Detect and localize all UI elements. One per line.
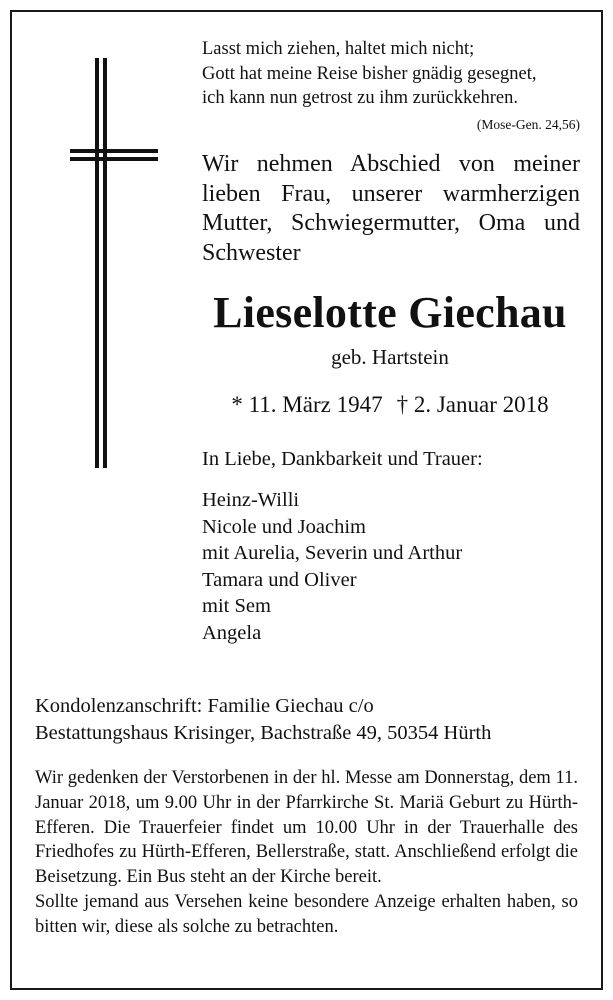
list-item: mit Aurelia, Severin und Arthur xyxy=(202,542,463,564)
bible-quote xyxy=(202,37,586,111)
life-dates xyxy=(190,392,590,418)
condolence-address xyxy=(35,693,595,747)
survivors-list xyxy=(202,487,582,646)
mourning-line: In Liebe, Dankbarkeit und Trauer: xyxy=(202,448,483,470)
cross-icon xyxy=(70,58,158,468)
quote-line: Lasst mich ziehen, haltet mich nicht; xyxy=(202,39,475,59)
quote-source: (Mose-Gen. 24,56) xyxy=(476,117,580,132)
service-paragraph: Sollte jemand aus Versehen keine besondere Anzeige erhalten haben, so bitten wir, diese als solche zu betrachten. xyxy=(35,891,578,937)
list-item: mit Sem xyxy=(202,595,271,617)
list-item: Heinz-Willi xyxy=(202,489,300,511)
service-paragraph: Wir gedenken der Verstorbenen in der hl. Messe am Donnerstag, dem 11. Januar 2018, um 9.00 Uhr in der Pfarrkirche St. Mariä Geburt zu Hürth-Efferen. Die Trauerfeier findet um 10.00 Uhr in der Trauerhalle des Friedhofes zu Hürth-Efferen, Bellerstraße, statt. Anschließend erfolgt die Beisetzung. Ein Bus steht an der Kirche bereit. xyxy=(35,768,578,888)
condolence-line: Bestattungshaus Krisinger, Bachstraße 49, 50354 Hürth xyxy=(35,722,492,744)
birth-name: geb. Hartstein xyxy=(331,345,449,369)
farewell-statement: Wir nehmen Abschied von meiner lieben Frau, unserer warmherzigen Mutter, Schwiegermutter, Oma und Schwester xyxy=(202,151,580,266)
list-item: Tamara und Oliver xyxy=(202,568,357,591)
deceased-name: Lieselotte Giechau xyxy=(213,288,567,337)
service-information xyxy=(35,766,578,940)
quote-line: ich kann nun getrost zu ihm zurückkehren. xyxy=(202,88,518,108)
list-item: Angela xyxy=(202,621,262,644)
birth-date: * 11. März 1947 xyxy=(231,392,383,417)
list-item: Nicole und Joachim xyxy=(202,515,366,538)
condolence-line: Kondolenzanschrift: Familie Giechau c/o xyxy=(35,695,374,717)
quote-line: Gott hat meine Reise bisher gnädig gesegnet, xyxy=(202,63,537,84)
death-date: † 2. Januar 2018 xyxy=(396,392,549,417)
